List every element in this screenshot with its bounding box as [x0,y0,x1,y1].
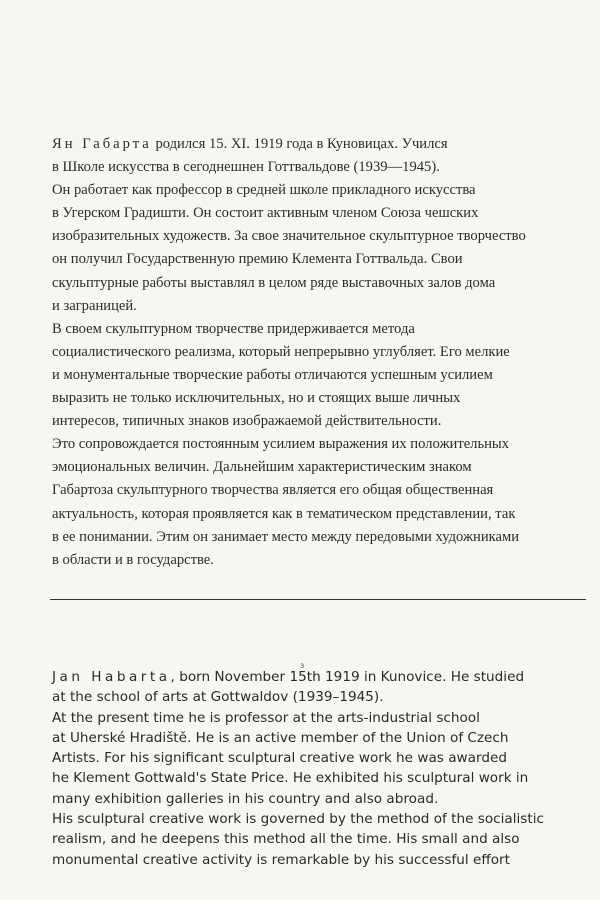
russian-line: он получил Государственную премию Клемента Готтвальда. Свои [52,251,463,268]
english-line: Artists. For his significant sculptural creative work he was awarded [52,750,507,767]
russian-line: Ян Габарта родился 15. XI. 1919 года в Куновицах. Учился [52,136,448,152]
english-line: monumental creative activity is remarkable by his successful effort [52,851,510,868]
english-line: At the present time he is professor at the arts-industrial school [52,709,480,726]
russian-line: в Школе искусства в сегоднешнен Готтвальдове (1939—1945). [52,159,440,176]
russian-line: Габартоза скульптурного творчества является его общая общественная [52,482,494,499]
artist-name-english: Jan Habarta [52,669,171,685]
english-line: at Uherské Hradiště. He is an active member of the Union of Czech [52,729,509,746]
russian-line: социалистического реализма, который непрерывно углубляет. Его мелкие [52,343,510,360]
russian-line: интересов, типичных знаков изображаемой действительности. [52,413,442,430]
russian-line: и заграницей. [52,297,137,314]
russian-line: актуальность, которая проявляется как в тематическом представлении, так [52,505,516,522]
english-line: many exhibition galleries in his country and also abroad. [52,790,439,807]
section-divider [50,599,586,600]
russian-line: выразить не только исключительных, но и стоящих выше личных [52,390,461,407]
russian-line: в Угерском Градишти. Он состоит активным членом Союза чешских [52,205,479,222]
russian-line: скульптурные работы выставлял в целом ряде выставочных залов дома [52,274,496,291]
small-mark: з [300,661,305,670]
russian-line: В своем скульптурном творчестве придерживается метода [52,320,415,337]
russian-line: эмоциональных величин. Дальнейшим характеристическим знаком [52,459,472,476]
english-line: realism, and he deepens this method all the time. His small and also [52,831,520,848]
english-biography [52,667,592,870]
english-line: His sculptural creative work is governed by the method of the socialistic [52,811,544,828]
russian-line: Это сопровождается постоянным усилием выражения их положительных [52,436,510,453]
english-line: at the school of arts at Gottwaldov (1939–1945). [52,689,384,706]
russian-line: изобразительных художеств. За свое значительное скульптурное творчество [52,228,526,245]
russian-biography [52,133,582,572]
english-line: he Klement Gottwald's State Price. He exhibited his sculptural work in [52,770,529,787]
artist-name-russian: Ян Габарта [52,136,152,152]
russian-line: в ее понимании. Этим он занимает место между передовыми художниками [52,528,520,545]
russian-line: в области и в государстве. [52,551,214,568]
russian-line: и монументальные творческие работы отличаются успешным усилием [52,366,493,383]
russian-line: Он работает как профессор в средней школе прикладного искусства [52,182,476,199]
english-line: Jan Habarta, born November 15th 1919 in Kunovice. He studied [52,669,525,685]
